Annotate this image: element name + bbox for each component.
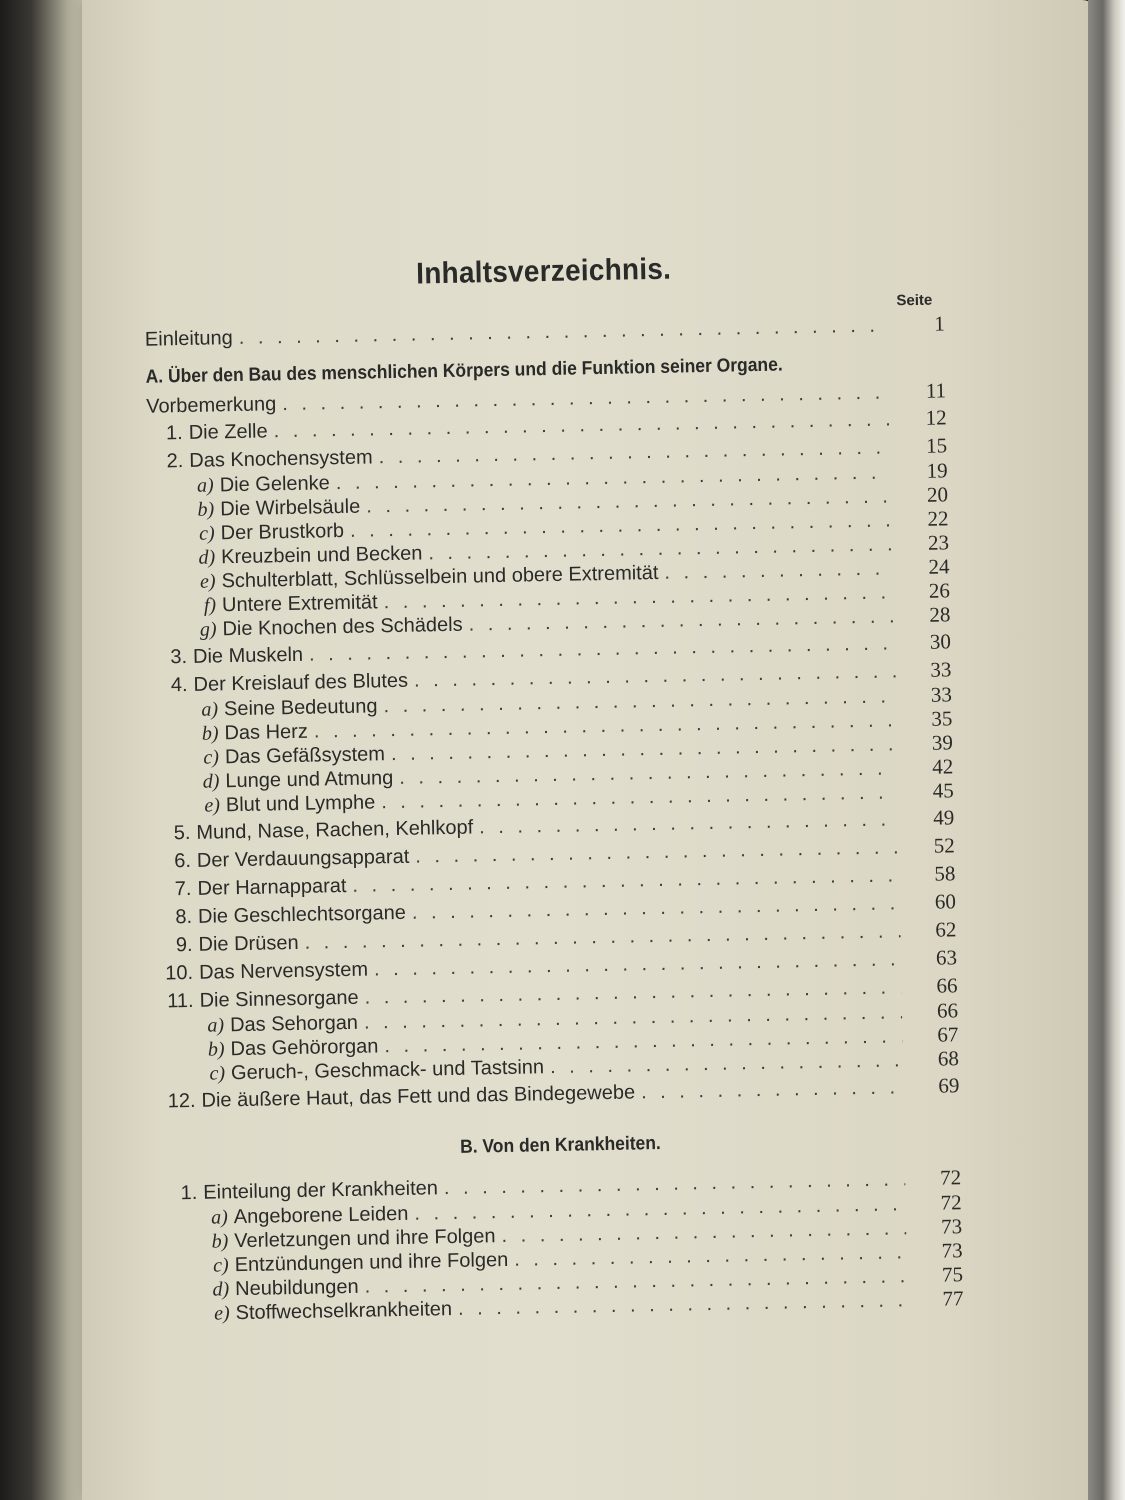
table-of-contents: [143, 247, 965, 1412]
toc-entry-page: 28: [929, 602, 951, 627]
toc-entry-number: 1.: [180, 1181, 198, 1205]
toc-entry-page: 23: [927, 530, 950, 555]
toc-entry-label: Geruch-, Geschmack- und Tastsinn: [230, 1056, 545, 1085]
toc-entry-label: Die äußere Haut, das Fett und das Bindegewebe: [201, 1081, 636, 1112]
toc-entry-label: Die Drüsen: [198, 931, 299, 956]
toc-entry-label: Blut und Lymphe: [225, 791, 376, 817]
toc-entry-label: Der Harnapparat: [197, 874, 347, 900]
toc-entry-page: 49: [933, 805, 955, 830]
toc-entry-page: 26: [928, 578, 951, 603]
toc-entry-label: Entzündungen und ihre Folgen: [234, 1248, 509, 1277]
toc-entry-number: e): [199, 570, 216, 593]
toc-entry-label: Das Gefäßsystem: [224, 743, 386, 769]
toc-entry-label: Neubildungen: [234, 1275, 359, 1301]
toc-entry-label: Das Herz: [224, 720, 309, 745]
section-a-list: [146, 379, 960, 1114]
toc-entry-label: Stoffwechselkrankheiten: [235, 1298, 453, 1325]
toc-entry-page: 66: [936, 998, 959, 1023]
toc-entry-page: 19: [926, 458, 948, 483]
toc-entry-page: 52: [933, 833, 956, 858]
toc-entry-label: Der Kreislauf des Blutes: [193, 669, 409, 696]
toc-entry-label: Das Nervensystem: [198, 958, 369, 984]
toc-entry-page: 73: [940, 1214, 963, 1239]
toc-entry-page: 75: [941, 1262, 964, 1287]
toc-entry-number: e): [204, 794, 221, 817]
toc-entry-number: 12.: [167, 1089, 196, 1113]
toc-entry-number: c): [209, 1062, 226, 1085]
toc-entry-number: b): [207, 1038, 225, 1061]
toc-entry-number: d): [202, 770, 220, 793]
toc-entry-page: 33: [930, 682, 953, 707]
toc-entry-number: 1.: [165, 422, 183, 445]
toc-entry-number: 4.: [170, 673, 188, 697]
toc-entry-number: b): [211, 1230, 229, 1253]
toc-entry-number: f): [203, 594, 217, 617]
toc-entry-page: 62: [935, 917, 957, 942]
toc-entry-page: 35: [931, 706, 953, 731]
section-a-heading: A. Über den Bau des menschlichen Körpers und die Funktion seiner Organe.: [145, 354, 783, 388]
toc-entry-label: Untere Extremität: [221, 591, 378, 617]
toc-entry-page: 73: [941, 1238, 963, 1263]
leader-dots: [641, 1073, 904, 1106]
toc-entry-page: 1: [934, 311, 945, 336]
toc-entry-label: Das Knochensystem: [189, 446, 373, 472]
toc-entry-page: 15: [925, 433, 948, 458]
toc-entry-page: 45: [932, 778, 954, 803]
toc-entry-page: 12: [925, 405, 947, 430]
toc-entry-number: c): [203, 746, 220, 769]
toc-entry-number: b): [197, 498, 215, 521]
toc-entry-number: a): [210, 1206, 229, 1229]
column-header-seite: Seite: [896, 291, 933, 310]
toc-entry-page: 30: [929, 629, 952, 654]
toc-entry-number: 2.: [166, 450, 184, 473]
toc-entry-page: 20: [926, 482, 949, 507]
book-gutter: [0, 0, 90, 1500]
toc-entry-label: Schulterblatt, Schlüsselbein und obere Extremität: [221, 561, 659, 593]
toc-entry-page: 33: [930, 657, 952, 682]
toc-entry-page: 72: [940, 1190, 962, 1215]
toc-entry-label: Lunge und Atmung: [225, 767, 394, 793]
toc-entry-label: Der Verdauungsapparat: [196, 845, 410, 872]
toc-entry-number: e): [213, 1302, 230, 1325]
section-b-heading: B. Von den Krankheiten.: [459, 1132, 662, 1158]
toc-entry-label: Die Zelle: [188, 420, 268, 444]
toc-entry-page: 66: [936, 973, 958, 998]
toc-entry-page: 68: [937, 1046, 960, 1071]
toc-entry-label: Das Gehörorgan: [230, 1035, 379, 1061]
toc-entry-label: Angeborene Leiden: [233, 1202, 409, 1229]
toc-entry-label: Der Brustkorb: [220, 519, 345, 545]
toc-entry-label: Einteilung der Krankheiten: [203, 1177, 439, 1204]
toc-entry-page: 58: [934, 861, 956, 886]
toc-entry-label: Die Wirbelsäule: [219, 495, 361, 521]
toc-entry-label: Die Geschlechtsorgane: [197, 901, 407, 928]
toc-entry-label: Kreuzbein und Becken: [220, 542, 423, 569]
toc-entry-label: Vorbemerkung: [146, 393, 277, 418]
toc-entry-number: d): [212, 1278, 230, 1301]
toc-entry-page: 77: [942, 1286, 964, 1311]
toc-entry-page: 72: [939, 1165, 962, 1190]
toc-entry-label: Die Knochen des Schädels: [222, 613, 463, 641]
section-b-list: [161, 1163, 964, 1326]
toc-entry-number: 3.: [170, 645, 188, 669]
toc-entry-label: Einleitung: [144, 327, 233, 351]
toc-entry-number: b): [201, 722, 219, 745]
toc-entry-number: a): [201, 698, 219, 721]
toc-entry-page: 24: [928, 554, 950, 579]
toc-entry-label: Die Gelenke: [219, 472, 330, 497]
page-edge: [1088, 0, 1125, 1500]
toc-entry-page: 39: [931, 730, 954, 755]
toc-entry-number: a): [207, 1014, 225, 1037]
toc-entry-page: 67: [937, 1022, 959, 1047]
toc-entry-number: 7.: [174, 877, 192, 901]
toc-entry-number: 11.: [167, 989, 194, 1013]
toc-entry-page: 60: [934, 889, 957, 914]
toc-entry-page: 22: [927, 506, 949, 531]
toc-entry-number: 10.: [165, 961, 194, 985]
toc-entry-number: 8.: [175, 905, 193, 929]
toc-entry-page: 63: [935, 945, 958, 970]
toc-entry-number: a): [196, 474, 214, 497]
toc-entry-number: 6.: [174, 849, 192, 873]
toc-entry-number: 9.: [175, 933, 193, 957]
toc-entry-label: Verletzungen und ihre Folgen: [234, 1225, 496, 1253]
toc-entry-number: d): [198, 546, 216, 569]
leader-dots: [664, 557, 893, 584]
toc-entry-label: Seine Bedeutung: [223, 695, 378, 721]
toc-entry-page: 69: [938, 1073, 960, 1098]
toc-entry-label: Die Muskeln: [192, 643, 304, 668]
toc-entry-page: 42: [932, 754, 954, 779]
toc-entry-number: c): [212, 1254, 229, 1277]
toc-entry-label: Mund, Nase, Rachen, Kehlkopf: [196, 816, 474, 844]
toc-entry-label: Das Sehorgan: [229, 1011, 359, 1037]
toc-entry-label: Die Sinnesorgane: [199, 986, 359, 1012]
page-title: Inhaltsverzeichnis.: [415, 252, 672, 291]
toc-entry-number: 5.: [173, 821, 191, 845]
toc-entry-number: g): [199, 618, 217, 641]
toc-entry-number: c): [198, 522, 215, 545]
toc-entry-page: 11: [925, 378, 947, 403]
